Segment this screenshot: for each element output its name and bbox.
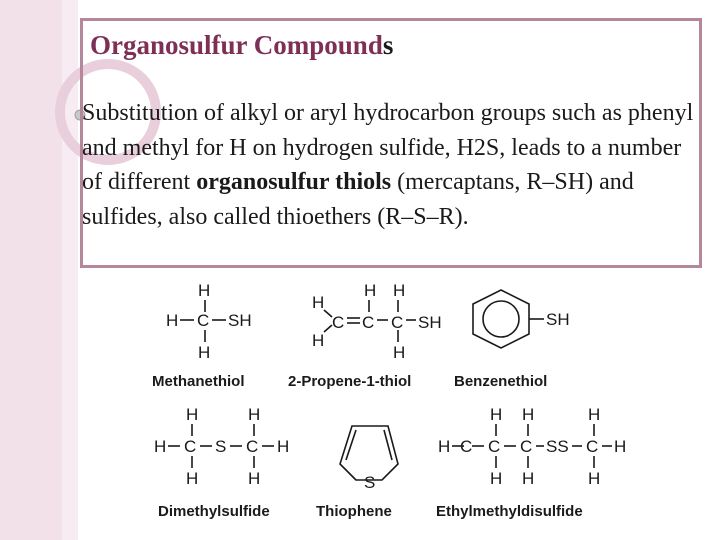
atom-h: H (198, 281, 211, 300)
atom-s: S (215, 437, 227, 456)
thiophene-structure (340, 426, 398, 492)
atom-h: H (588, 405, 601, 424)
atom-h: H (393, 281, 406, 300)
title-last-letter: s (382, 30, 394, 60)
atom-h: H (522, 469, 535, 488)
atom-c: C (391, 313, 404, 332)
title-main: Organosulfur Compound (90, 30, 383, 60)
molecule-thiophene (312, 404, 412, 524)
atom-ss: SS (546, 437, 569, 456)
atom-c: C (460, 437, 473, 456)
atom-h: H (312, 293, 325, 312)
molecule-2-propene-1-thiol (288, 280, 448, 392)
atom-h: H (614, 437, 627, 456)
atom-c: C (520, 437, 533, 456)
dimethylsulfide-structure (154, 405, 289, 488)
left-decor-band (0, 0, 62, 540)
bond (324, 325, 332, 332)
atom-h: H (438, 437, 451, 456)
atom-h: H (490, 469, 503, 488)
atom-h: H (166, 311, 179, 330)
compound-label-thiophene: Thiophene (316, 503, 392, 520)
atom-h: H (154, 437, 167, 456)
atom-h: H (393, 343, 406, 362)
compound-label-ethylmethyldisulfide: Ethylmethyldisulfide (436, 503, 583, 520)
methanethiol-structure (166, 281, 252, 362)
atom-sh: SH (546, 310, 570, 329)
body-bold-term: organosulfur thiols (196, 169, 392, 195)
benzenethiol-structure (473, 290, 570, 348)
atom-h: H (186, 469, 199, 488)
body-text-2: (mercaptans, R–SH) and sulfides, also called thioethers (R–S–R). (82, 169, 634, 230)
bond (324, 310, 332, 317)
atom-h: H (588, 469, 601, 488)
molecule-ethylmethyldisulfide (436, 404, 626, 524)
molecule-methanethiol (150, 280, 280, 392)
compound-label-2-propene-1-thiol: 2-Propene-1-thiol (288, 373, 412, 390)
body-text-1: Substitution of alkyl or aryl hydrocarbon groups such as phenyl and methyl for H on hydrogen sulfide, H2S, leads to a number of different (82, 100, 694, 195)
atom-h: H (186, 405, 199, 424)
atom-h: H (364, 281, 377, 300)
atom-h: H (248, 469, 261, 488)
molecule-dimethylsulfide (152, 404, 302, 524)
aromatic-circle (483, 301, 519, 337)
atom-h: H (277, 437, 290, 456)
atom-c: C (197, 311, 210, 330)
atom-sh: SH (418, 313, 442, 332)
atom-h: H (522, 405, 535, 424)
atom-c: C (488, 437, 501, 456)
slide-title (90, 30, 393, 61)
compound-label-dimethylsulfide: Dimethylsulfide (158, 503, 270, 520)
atom-c: C (246, 437, 259, 456)
compound-label-methanethiol: Methanethiol (152, 373, 245, 390)
atom-c: C (332, 313, 345, 332)
benzene-ring (473, 290, 529, 348)
body-paragraph (82, 96, 694, 234)
inner-double-bond-left (346, 430, 356, 460)
atom-s: S (364, 473, 376, 492)
atom-h: H (312, 331, 325, 350)
atom-h: H (248, 405, 261, 424)
compound-label-benzenethiol: Benzenethiol (454, 373, 548, 390)
atom-h: H (490, 405, 503, 424)
atom-sh: SH (228, 311, 252, 330)
propenethiol-structure (312, 281, 442, 362)
atom-c: C (184, 437, 197, 456)
atom-c: C (362, 313, 375, 332)
atom-h: H (198, 343, 211, 362)
atom-c: C (586, 437, 599, 456)
molecule-benzenethiol (452, 280, 602, 392)
ethylmethyldisulfide-structure (438, 405, 626, 488)
